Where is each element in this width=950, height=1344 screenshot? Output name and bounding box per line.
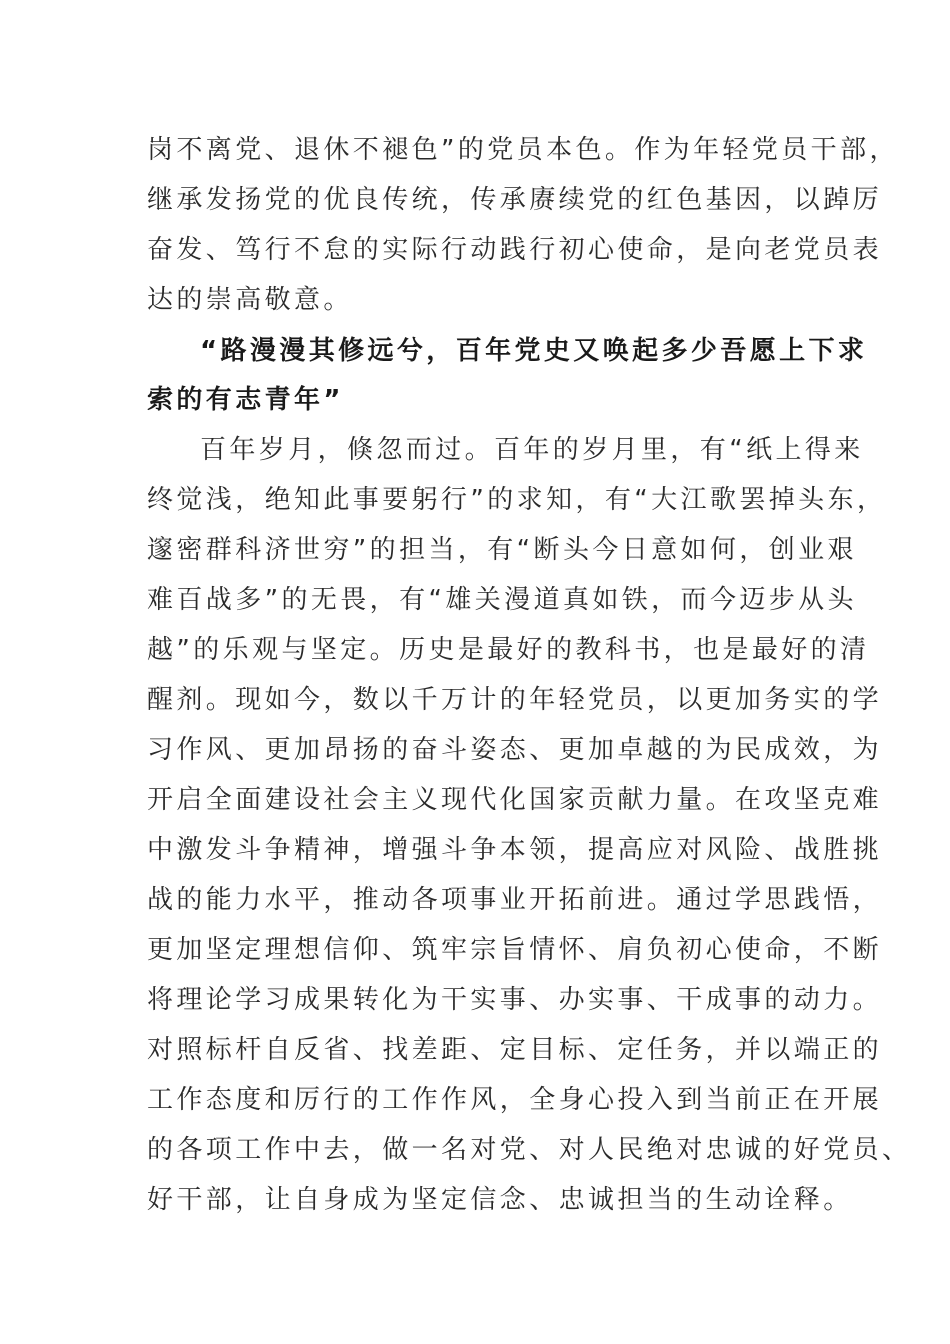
paragraph-2-line: 越”的乐观与坚定。历史是最好的教科书，也是最好的清	[147, 635, 870, 665]
paragraph-2-line: 难百战多”的无畏，有“雄关漫道真如铁，而今迈步从头	[147, 585, 857, 615]
paragraph-1-line: 达的崇高敬意。	[147, 285, 353, 315]
section-heading-line: “路漫漫其修远兮，百年党史又唤起多少吾愿上下求	[200, 336, 868, 366]
paragraph-2-line: 好干部，让自身成为坚定信念、忠诚担当的生动诠释。	[147, 1185, 853, 1215]
paragraph-2-line: 习作风、更加昂扬的奋斗姿态、更加卓越的为民成效，为	[147, 735, 883, 765]
paragraph-2-line: 将理论学习成果转化为干实事、办实事、干成事的动力。	[147, 985, 883, 1015]
paragraph-2-line: 更加坚定理想信仰、筑牢宗旨情怀、肩负初心使命，不断	[147, 935, 883, 965]
paragraph-2-line: 百年岁月，倏忽而过。百年的岁月里，有“纸上得来	[200, 435, 864, 465]
section-heading-line: 索的有志青年”	[147, 385, 344, 415]
paragraph-1-line: 奋发、笃行不怠的实际行动践行初心使命，是向老党员表	[147, 235, 883, 265]
paragraph-1-line: 岗不离党、退休不褪色”的党员本色。作为年轻党员干部，	[147, 135, 899, 165]
paragraph-2-line: 对照标杆自反省、找差距、定目标、定任务，并以端正的	[147, 1035, 883, 1065]
paragraph-2-line: 醒剂。现如今，数以千万计的年轻党员，以更加务实的学	[147, 685, 883, 715]
paragraph-1-line: 继承发扬党的优良传统，传承赓续党的红色基因，以踔厉	[147, 185, 883, 215]
paragraph-2-line: 工作态度和厉行的工作作风，全身心投入到当前正在开展	[147, 1085, 883, 1115]
paragraph-2-line: 终觉浅，绝知此事要躬行”的求知，有“大江歌罢掉头东，	[147, 485, 887, 515]
paragraph-2-line: 邃密群科济世穷”的担当，有“断头今日意如何，创业艰	[147, 535, 857, 565]
paragraph-2-line: 战的能力水平，推动各项事业开拓前进。通过学思践悟，	[147, 885, 883, 915]
paragraph-2-line: 中激发斗争精神，增强斗争本领，提高应对风险、战胜挑	[147, 835, 883, 865]
paragraph-2-line: 的各项工作中去，做一名对党、对人民绝对忠诚的好党员、	[147, 1135, 912, 1165]
paragraph-2-line: 开启全面建设社会主义现代化国家贡献力量。在攻坚克难	[147, 785, 883, 815]
